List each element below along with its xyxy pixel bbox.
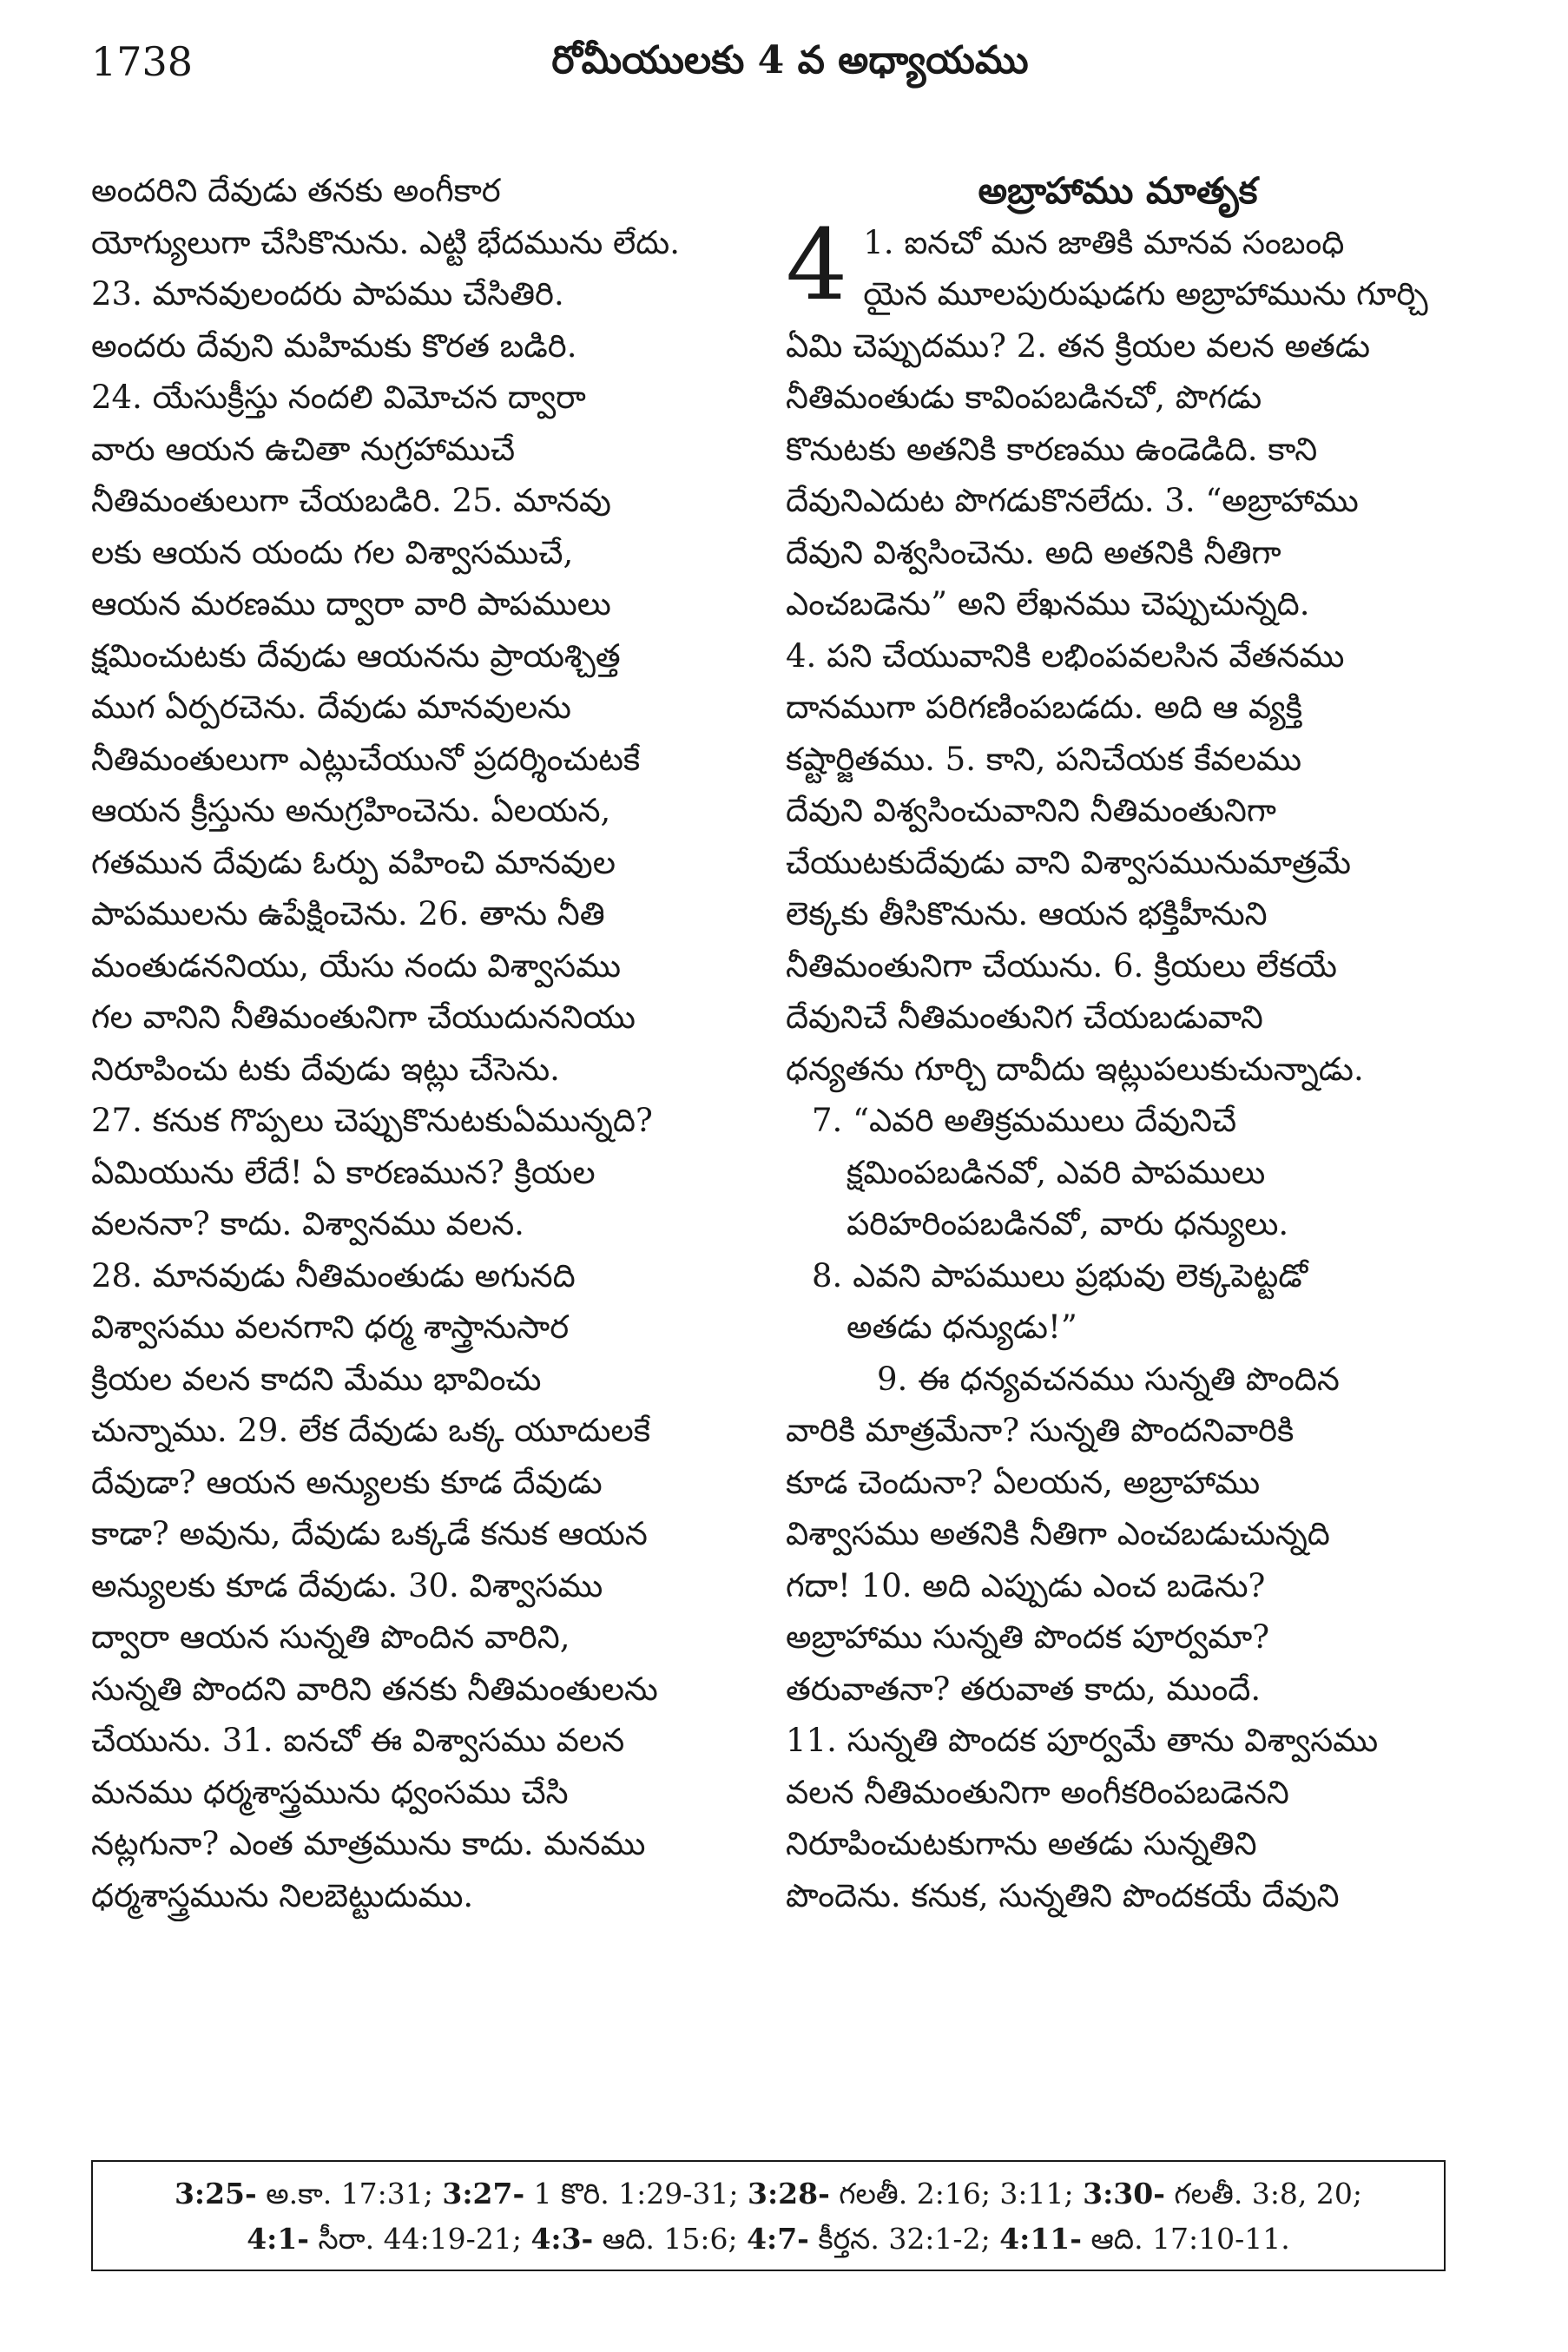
footnote-text: ఆది. 15:6; [593,2222,748,2256]
text-line: అందరిని దేవుడు తనకు అంగీకార [91,172,501,209]
text-line: అబ్రాహాము సున్నతి పొందక పూర్వమా? [786,1618,1270,1656]
text-line: విశ్వాసము అతనికి నీతిగా ఎంచబడుచున్నది [786,1515,1330,1552]
text-line: వారికి మాత్రమేనా? సున్నతి పొందనివారికి [786,1412,1295,1449]
text-line: మంతుడననియు, యేసు నందు విశ్వాసము [91,946,622,985]
text-line: సున్నతి పొందని వారిని తనకు నీతిమంతులను [91,1670,658,1708]
text-line: తరువాతనా? తరువాత కాదు, ముందే. [786,1670,1262,1708]
footnote-text: కీర్తన. 32:1-2; [808,2222,1000,2256]
poem-line: క్షమింపబడినవో, ఎవరి పాపములు [847,1153,1266,1191]
text-line: దానముగా పరిగణింపబడదు. అది ఆ వ్యక్తి [786,688,1303,726]
text-line: దేవుడా? ఆయన అన్యులకు కూడ దేవుడు [91,1463,603,1501]
footnote-ref: 3:25- [174,2177,257,2210]
text-line: వలననా? కాదు. విశ్వానము వలన. [91,1205,524,1242]
footnote-text: అ.కా. 17:31; [256,2177,443,2210]
text-line: విశ్వాసము వలనగాని ధర్మ శాస్త్రానుసార [91,1308,570,1346]
footnote-ref: 3:30- [1083,2177,1165,2210]
text-line: గతమున దేవుడు ఓర్పు వహించి మానవుల [91,843,616,881]
footnote-text: గలతీ. 3:8, 20; [1164,2177,1363,2210]
text-line: 4. పని చేయువానికి లభింపవలసిన వేతనము [786,636,1345,675]
footnote-ref: 3:28- [748,2177,830,2210]
footnote-ref: 4:1- [247,2222,310,2256]
footnote-text: సీరా. 44:19-21; [309,2222,531,2256]
text-line: ఆయన క్రీస్తును అనుగ్రహించెను. ఏలయన, [91,792,611,829]
text-line: నీతిమంతులుగా చేయబడిరి. 25. మానవు [91,482,611,519]
text-line: పాపములను ఉపేక్షించెను. 26. తాను నీతి [91,895,605,932]
poem-line: 8. ఎవని పాపములు ప్రభువు లెక్కపెట్టడో [812,1256,1308,1295]
text-line: నీతిమంతులుగా ఎట్లుచేయునో ప్రదర్శించుటకే [91,740,641,778]
text-line: నీతిమంతుడు కావింపబడినచో, పొగడు [786,379,1262,416]
text-line: పొందెను. కనుక, సున్నతిని పొందకయే దేవుని [786,1876,1340,1914]
text-line: చున్నాము. 29. లేక దేవుడు ఒక్క యూదులకే [91,1412,651,1449]
poem-line: అతడు ధన్యుడు!” [847,1308,1077,1346]
text-line: 1. ఐనచో మన జాతికి మానవ సంబంధి [863,223,1345,261]
text-line: నీతిమంతునిగా చేయును. 6. క్రియలు లేకయే [786,946,1337,985]
text-line: ఎంచబడెను” అని లేఖనము చెప్పుచున్నది. [786,585,1310,623]
text-line: 27. కనుక గొప్పలు చెప్పుకొనుటకుఏమున్నది? [91,1102,653,1139]
text-line: ధర్మశాస్త్రమును నిలబెట్టుదుము. [91,1876,474,1914]
text-line: ధన్యతను గూర్చి దావీదు ఇట్లుపలుకుచున్నాడు. [786,1050,1364,1088]
cross-reference-line [93,2217,1444,2262]
text-line: 11. సున్నతి పొందక పూర్వమే తాను విశ్వాసము [786,1722,1379,1759]
text-line: 24. యేసుక్రీస్తు నందలి విమోచన ద్వారా [91,379,586,416]
footnote-ref: 4:7- [747,2222,809,2256]
section-heading: అబ్రాహాము మాతృక [978,169,1258,212]
text-line: 28. మానవుడు నీతిమంతుడు అగునది [91,1256,576,1295]
text-line: ద్వారా ఆయన సున్నతి పొందిన వారిని, [91,1618,570,1656]
text-line: యైన మూలపురుషుడగు అబ్రాహామును గూర్చి [863,275,1428,313]
text-line: కూడ చెందునా? ఏలయన, అబ్రాహాము [786,1463,1261,1501]
text-line: యోగ్యులుగా చేసికొనును. ఎట్టి భేదమును లేదు. [91,223,680,261]
footnote-ref: 4:11- [999,2222,1082,2256]
text-line: నిరూపించు టకు దేవుడు ఇట్లు చేసెను. [91,1050,560,1088]
page-number: 1738 [91,38,194,85]
text-line: దేవునిఎదుట పొగడుకొనలేదు. 3. “అబ్రాహాము [786,482,1359,519]
text-line: నిరూపించుటకుగాను అతడు సున్నతిని [786,1825,1257,1862]
text-line: దేవుని విశ్వసించువానిని నీతిమంతునిగా [786,792,1276,829]
right-column [786,165,1450,1921]
text-line: చేయును. 31. ఐనచో ఈ విశ్వాసము వలన [91,1722,625,1759]
text-line: కొనుటకు అతనికి కారణము ఉండెడిది. కాని [786,430,1318,468]
text-line: చేయుటకుదేవుడు వాని విశ్వాసమునుమాత్రమే [786,843,1352,881]
text-line: క్షమించుటకు దేవుడు ఆయనను ప్రాయశ్చిత్త [91,636,621,675]
text-line: క్రియల వలన కాదని మేము భావించు [91,1360,542,1398]
poem-line: 7. “ఎవరి అతిక్రమములు దేవునిచే [812,1102,1237,1139]
text-line: గల వానిని నీతిమంతునిగా చేయుదుననియు [91,998,636,1036]
text-line: 9. ఈ ధన్యవచనము సున్నతి పొందిన [877,1360,1340,1398]
text-line: ఏమియును లేదే! ఏ కారణమున? క్రియల [91,1153,596,1191]
footnote-text: ఆది. 17:10-11. [1081,2222,1290,2256]
text-line: నట్లగునా? ఎంత మాత్రమును కాదు. మనము [91,1825,646,1862]
text-line: ముగ ఏర్పరచెను. దేవుడు మానవులను [91,688,571,726]
text-line: వలన నీతిమంతునిగా అంగీకరింపబడెనని [786,1773,1289,1811]
text-line: లెక్కకు తీసికొనును. ఆయన భక్తిహీనుని [786,895,1268,932]
footnote-text: గలతీ. 2:16; 3:11; [829,2177,1084,2210]
footnote-text: 1 కొరి. 1:29-31; [524,2177,748,2210]
text-line: లకు ఆయన యందు గల విశ్వాసముచే, [91,533,574,571]
text-line: అందరు దేవుని మహిమకు కొరత బడిరి. [91,326,577,365]
chapter-number: 4 [786,208,848,322]
text-line: కష్టార్జితము. 5. కాని, పనిచేయక కేవలము [786,740,1302,778]
text-line: ఏమి చెప్పుదము? 2. తన క్రియల వలన అతడు [786,326,1371,365]
left-column [91,165,755,1921]
footnote-ref: 3:27- [442,2177,525,2210]
text-line: మనము ధర్మశాస్త్రమును ధ్వంసము చేసి [91,1773,569,1811]
text-line: అన్యులకు కూడ దేవుడు. 30. విశ్వాసము [91,1566,603,1604]
cross-reference-box [91,2160,1446,2271]
text-line: 23. మానవులందరు పాపము చేసితిరి. [91,275,564,313]
cross-reference-line [93,2171,1444,2217]
poem-line: పరిహరింపబడినవో, వారు ధన్యులు. [847,1205,1289,1242]
text-line: ఆయన మరణము ద్వారా వారి పాపములు [91,585,611,623]
running-title: రోమీయులకు 4 వ అధ్యాయము [551,38,1029,82]
text-line: వారు ఆయన ఉచితా నుగ్రహాముచే [91,430,516,468]
text-line: దేవునిచే నీతిమంతునిగ చేయబడువాని [786,998,1263,1036]
text-line: గదా! 10. అది ఎప్పుడు ఎంచ బడెను? [786,1566,1266,1604]
text-line: దేవుని విశ్వసించెను. అది అతనికి నీతిగా [786,533,1281,571]
footnote-ref: 4:3- [530,2222,594,2256]
text-line: కాడా? అవును, దేవుడు ఒక్కడే కనుక ఆయన [91,1515,648,1552]
